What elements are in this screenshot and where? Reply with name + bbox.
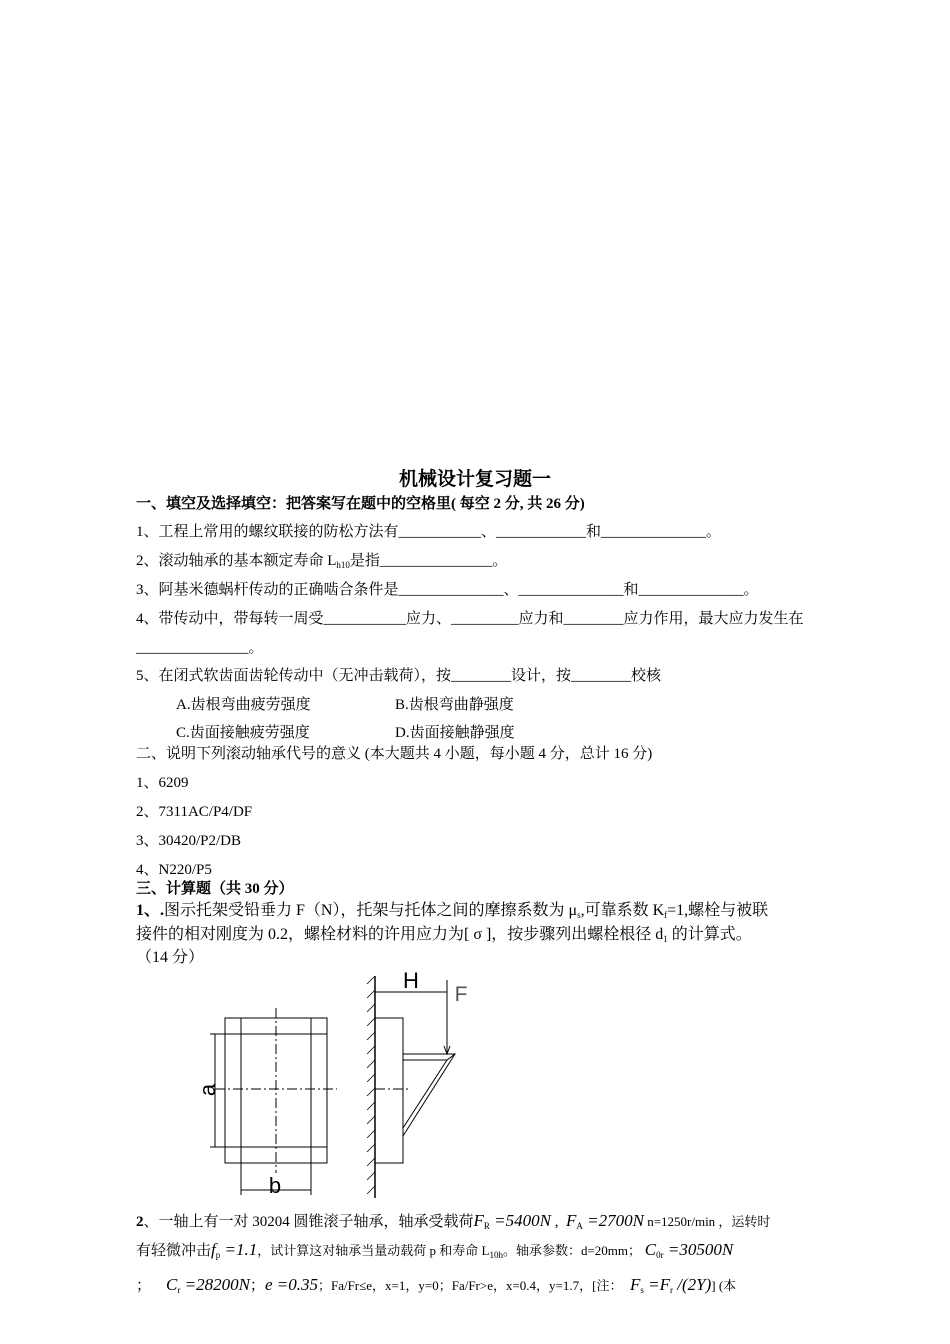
fp-value: =1.1: [220, 1240, 258, 1259]
label-b: b: [268, 1173, 282, 1198]
option-a: A.齿根弯曲疲劳强度: [176, 697, 311, 713]
problem-1-text-c: =1,螺栓与被联: [667, 902, 769, 919]
page-title: 机械设计复习题一: [398, 469, 551, 490]
label-f: F: [454, 983, 468, 1006]
problem-2-line2: [136, 1240, 733, 1265]
mu-subscript: s: [577, 910, 581, 920]
problem-2-line1: [136, 1211, 770, 1236]
bracket-top-arm: [403, 1054, 455, 1060]
question-2-subscript: h10: [336, 560, 350, 570]
bracket-figure: [185, 968, 495, 1200]
option-b: B.齿根弯曲静强度: [395, 697, 514, 713]
fr-value: =5400N: [489, 1211, 551, 1230]
e-symbol: e: [264, 1275, 273, 1294]
e-value: =0.35: [272, 1275, 318, 1294]
problem-1-line3: （14 分）: [136, 949, 205, 966]
problem-1-text-e: 的计算式。: [667, 926, 752, 943]
problem-2-text-c: 有轻微冲击: [136, 1243, 212, 1259]
c0r-value: =30500N: [663, 1240, 734, 1259]
fs-r-subscript: r: [670, 1285, 673, 1295]
bearing-item-2: 2、7311AC/P4/DF: [136, 804, 253, 820]
fp-symbol: f: [211, 1240, 216, 1259]
wall-hatching: [367, 976, 375, 1194]
d1-subscript: 1: [663, 934, 668, 944]
fs-symbol: F: [629, 1275, 641, 1294]
problem-2-text-d: ，试计算这对轴承当量动载荷 p 和寿命 L: [257, 1243, 490, 1258]
l10h-subscript: 10h: [489, 1250, 503, 1260]
fa-subscript: A: [576, 1221, 583, 1231]
question-2-text-a: 2、滚动轴承的基本额定寿命 L: [136, 553, 337, 569]
problem-2-text-b: n=1250r/min ，运转时: [643, 1214, 771, 1229]
problem-2-number: 2: [136, 1214, 144, 1230]
fa-symbol: F: [565, 1211, 577, 1230]
cr-symbol: C: [166, 1275, 178, 1294]
semicolon-1: ；: [136, 1278, 152, 1294]
bearing-item-4: 4、N220/P5: [136, 862, 212, 878]
cr-subscript: r: [177, 1285, 181, 1295]
fr-symbol: F: [473, 1211, 484, 1230]
c0r-subscript: 0r: [656, 1250, 664, 1260]
problem-1-number: 1、.: [136, 902, 165, 919]
option-d: D.齿面接触静强度: [395, 725, 515, 741]
fs-value-b: /(2Y): [673, 1275, 712, 1294]
problem-2-text-g: ] (本: [711, 1278, 737, 1293]
kf-subscript: f: [664, 910, 668, 920]
option-c: C.齿面接触疲劳强度: [176, 725, 310, 741]
fs-subscript: s: [640, 1285, 644, 1295]
problem-1-text-a: 图示托架受铅垂力 F（N），托架与托体之间的摩擦系数为 μ: [164, 902, 578, 919]
support-block: [375, 1018, 403, 1163]
question-1: 1、工程上常用的螺纹联接的防松方法有___________、____________和______________。: [136, 524, 722, 540]
question-2: [136, 551, 507, 575]
fr-subscript: R: [483, 1221, 490, 1231]
comma: ,: [550, 1214, 559, 1230]
bracket-strut-inner: [403, 1060, 447, 1128]
cr-value: =28200N: [180, 1275, 250, 1294]
bearing-item-1: 1、6209: [136, 775, 189, 791]
problem-2-text-f: ；Fa/Fr≤e，x=1，y=0；Fa/Fr>e，x=0.4，y=1.7，[注：: [317, 1278, 623, 1293]
c0r-symbol: C: [644, 1240, 657, 1259]
question-2-text-b: 是指_______________。: [349, 553, 508, 569]
section1-heading: 一、填空及选择填空：把答案写在题中的空格里( 每空 2 分, 共 26 分): [136, 496, 585, 512]
section2-heading: 二、说明下列滚动轴承代号的意义 (本大题共 4 小题，每小题 4 分，总计 16 分): [136, 746, 653, 762]
bracket-strut-outer: [403, 1054, 455, 1136]
question-5: 5、在闭式软齿面齿轮传动中（无冲击载荷），按________设计，按________校核: [136, 668, 662, 684]
fa-value: =2700N: [582, 1211, 644, 1230]
question-4-line1: 4、带传动中，带每转一周受___________应力、_________应力和________应力作用，最大应力发生在: [136, 611, 804, 627]
problem-2-text-e: 。轴承参数：d=20mm；: [502, 1243, 641, 1258]
question-4-line2: _______________。: [136, 640, 264, 656]
semicolon-2: ；: [249, 1278, 265, 1294]
problem-1-text-d: 接件的相对刚度为 0.2，螺栓材料的许用应力为[ σ ]，按步骤列出螺栓根径 d: [136, 926, 664, 943]
problem-2-text-a: 、一轴上有一对 30204 圆锥滚子轴承，轴承受载荷: [143, 1214, 474, 1230]
problem-1-text-b: ,可靠系数 K: [580, 902, 665, 919]
section3-heading: 三、计算题（共 30 分）: [136, 881, 294, 897]
fs-value-a: =F: [643, 1275, 670, 1294]
problem-2-line3: [136, 1275, 736, 1300]
problem-1-line2: [136, 925, 752, 949]
fp-subscript: p: [215, 1250, 221, 1260]
problem-1-line1: [136, 901, 768, 925]
bearing-item-3: 3、30420/P2/DB: [136, 833, 242, 849]
label-h: H: [403, 968, 419, 993]
question-3: 3、阿基米德蜗杆传动的正确啮合条件是______________、______________和______________。: [136, 582, 759, 598]
label-a: a: [195, 1083, 220, 1097]
